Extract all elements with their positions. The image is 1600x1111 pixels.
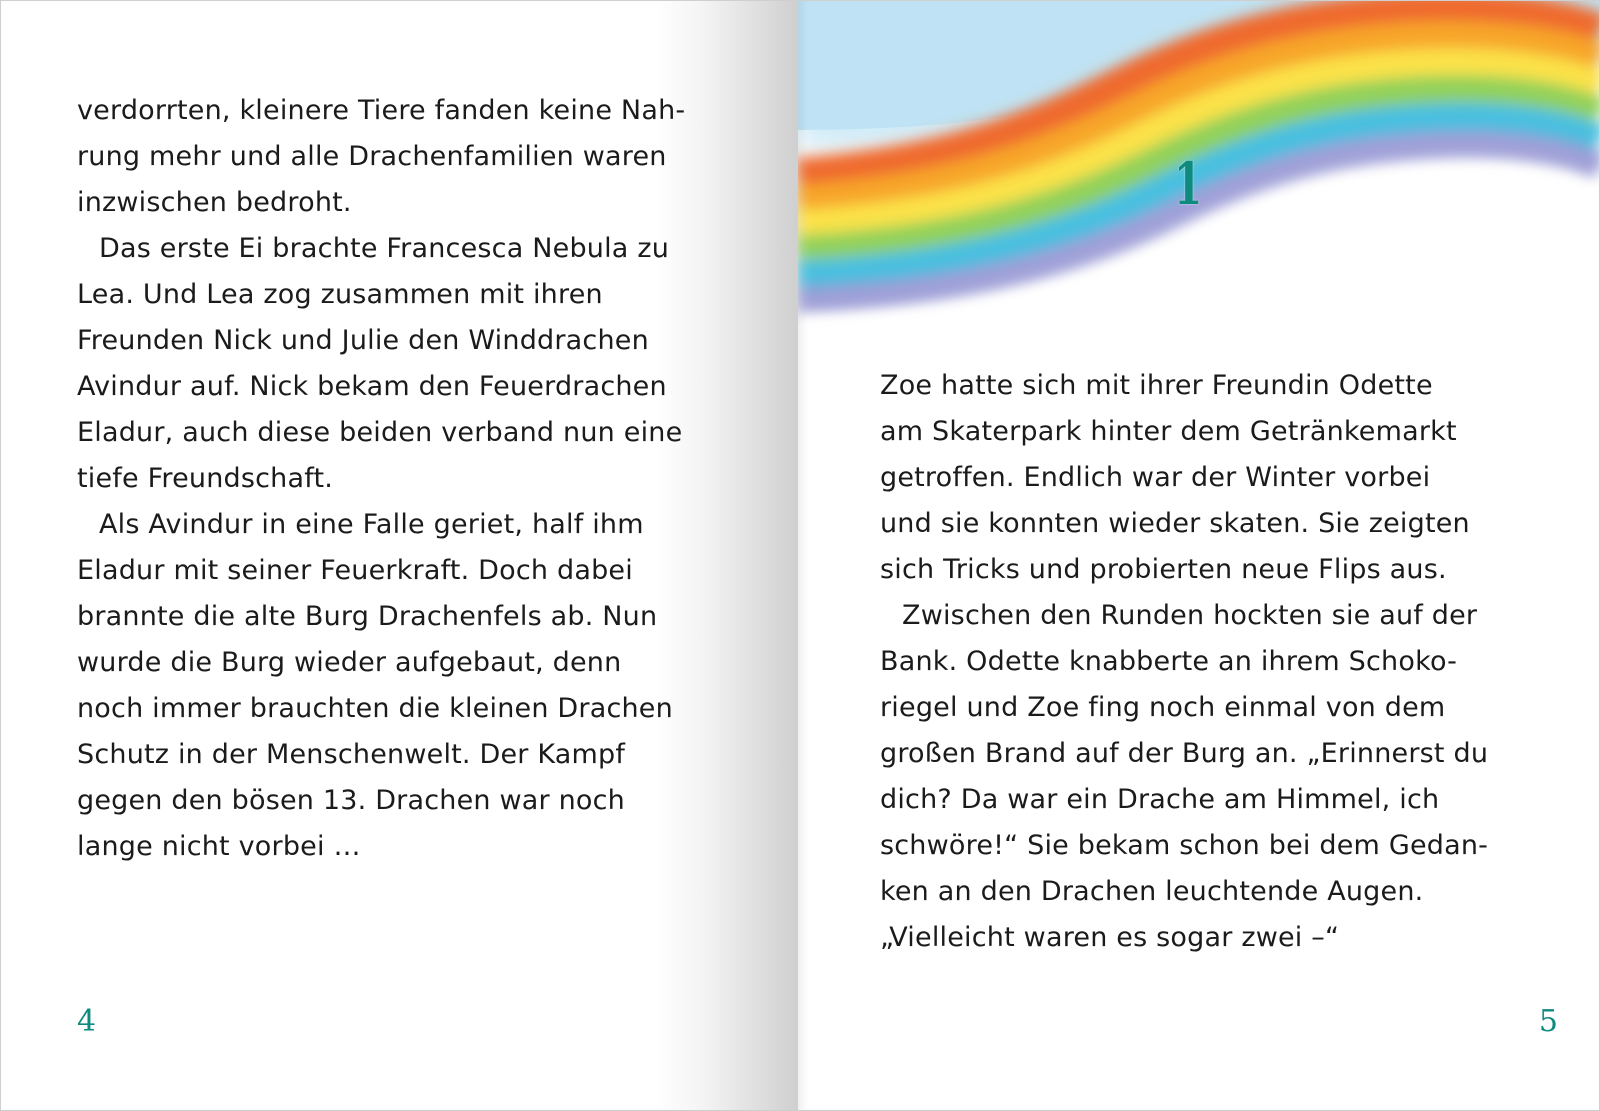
text-line: Eladur mit seiner Feuerkraft. Doch dabei	[77, 555, 633, 586]
text-line: tiefe Freundschaft.	[77, 463, 334, 494]
page-number-left: 4	[77, 1004, 97, 1039]
text-line: rung mehr und alle Drachenfamilien waren	[77, 141, 667, 172]
text-line: dich? Da war ein Drache am Himmel, ich	[880, 784, 1440, 815]
text-line: Avindur auf. Nick bekam den Feuerdrachen	[77, 371, 667, 402]
text-line: lange nicht vorbei …	[77, 831, 361, 862]
text-line: verdorrten, kleinere Tiere fanden keine Nah-	[77, 95, 686, 126]
page-number-right: 5	[1538, 1004, 1558, 1039]
text-line: schwöre!“ Sie bekam schon bei dem Gedan-	[880, 830, 1489, 861]
text-line: wurde die Burg wieder aufgebaut, denn	[77, 647, 622, 678]
text-line: brannte die alte Burg Drachenfels ab. Nun	[77, 601, 658, 632]
right-page-text	[880, 363, 1488, 961]
text-line: am Skaterpark hinter dem Getränkemarkt	[880, 416, 1457, 447]
text-line: inzwischen bedroht.	[77, 187, 352, 218]
text-line: und sie konnten wieder skaten. Sie zeigten	[880, 508, 1470, 539]
text-line: Als Avindur in eine Falle geriet, half ihm	[99, 509, 644, 540]
text-line: ken an den Drachen leuchtende Augen.	[880, 876, 1424, 907]
text-line: großen Brand auf der Burg an. „Erinnerst du	[880, 738, 1489, 769]
text-line: Freunden Nick und Julie den Winddrachen	[77, 325, 649, 356]
text-line: getroffen. Endlich war der Winter vorbei	[880, 462, 1431, 493]
text-line: Bank. Odette knabberte an ihrem Schoko-	[880, 646, 1458, 677]
text-line: Lea. Und Lea zog zusammen mit ihren	[77, 279, 603, 310]
text-line: Schutz in der Menschenwelt. Der Kampf	[77, 739, 626, 770]
text-line: Zoe hatte sich mit ihrer Freundin Odette	[880, 370, 1433, 401]
text-line: Eladur, auch diese beiden verband nun eine	[77, 417, 683, 448]
text-line: Zwischen den Runden hockten sie auf der	[902, 600, 1478, 631]
left-page	[0, 0, 798, 1111]
left-page-text	[77, 88, 685, 870]
text-line: sich Tricks und probierten neue Flips aus.	[880, 554, 1447, 585]
text-line: gegen den bösen 13. Drachen war noch	[77, 785, 625, 816]
chapter-number: 1	[1174, 150, 1203, 218]
text-line: Das erste Ei brachte Francesca Nebula zu	[99, 233, 670, 264]
text-line: noch immer brauchten die kleinen Drachen	[77, 693, 673, 724]
text-line: riegel und Zoe fing noch einmal von dem	[880, 692, 1446, 723]
right-page	[798, 0, 1600, 1111]
text-line: „Vielleicht waren es sogar zwei –“	[880, 922, 1340, 953]
